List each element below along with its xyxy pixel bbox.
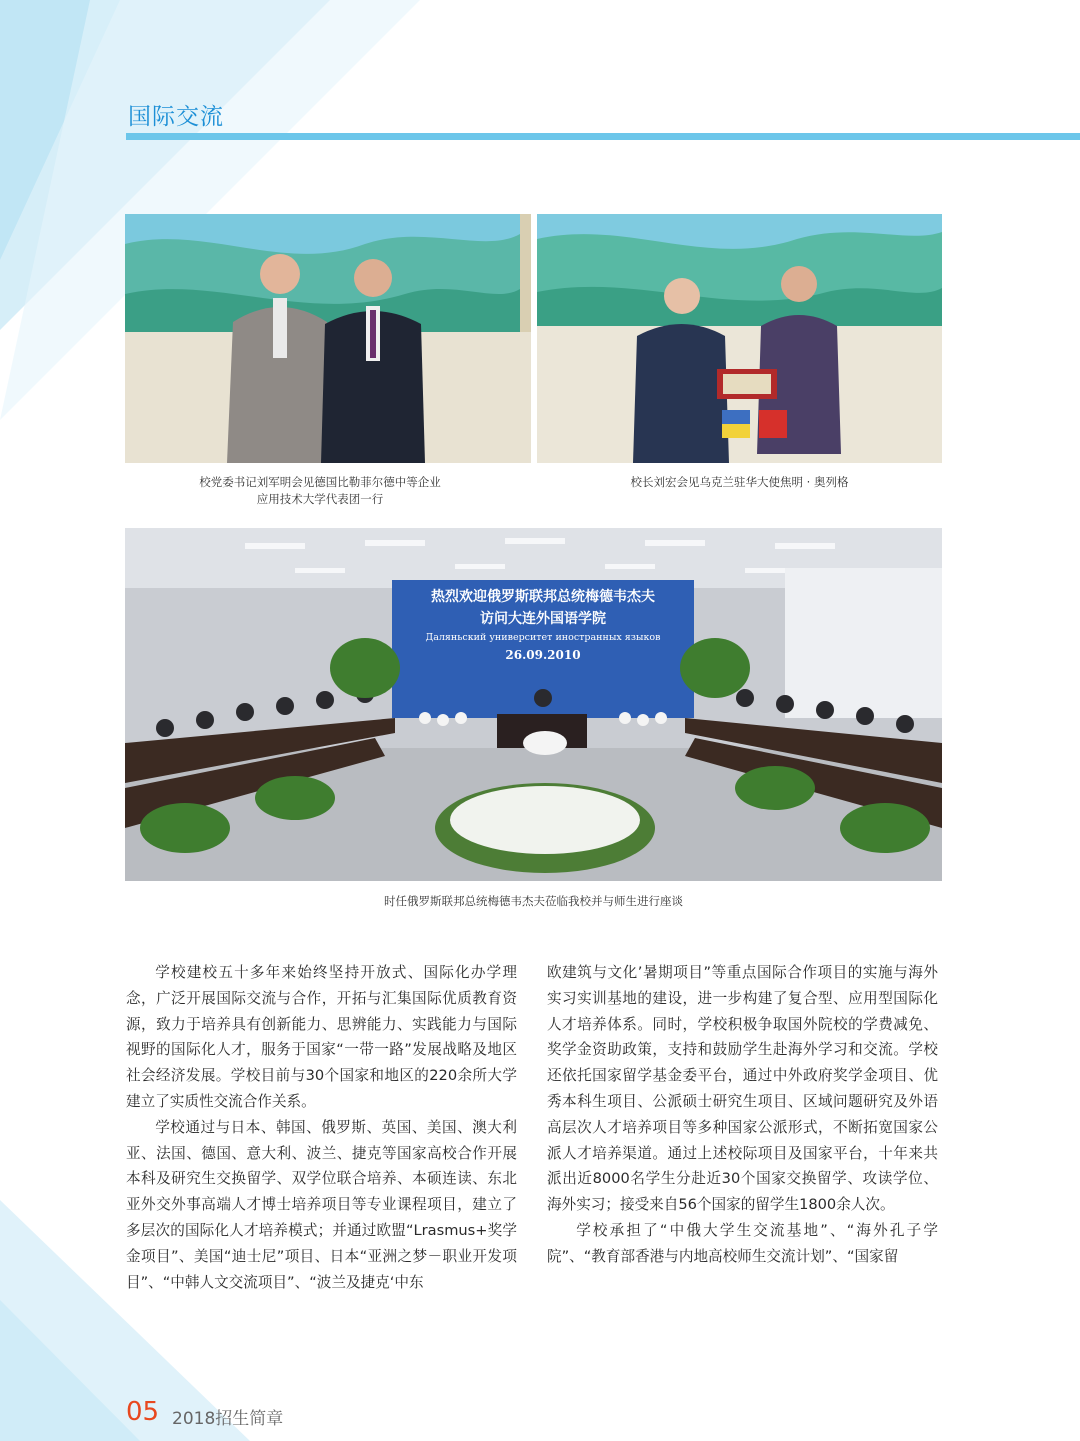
paragraph: 学校建校五十多年来始终坚持开放式、国际化办学理念，广泛开展国际交流与合作，开拓与汇集国际优质教育资源，致力于培养具有创新能力、思辨能力、实践能力与国际视野的国际化人才，服务于国家“一带一路”发展战略及地区社会经济发展。学校目前与30个国家和地区的220余所大学建立了实质性交流合作关系。 xyxy=(126,964,517,1110)
banner-line-2: 访问大连外国语学院 xyxy=(480,611,606,627)
photo-caption-top-right: 校长刘宏会见乌克兰驻华大使焦明 · 奥列格 xyxy=(630,475,849,489)
photo-presidential-visit xyxy=(125,528,942,881)
footer-title: 2018招生简章 xyxy=(172,1409,284,1429)
body-column-left xyxy=(126,960,517,1295)
banner-text xyxy=(392,586,694,664)
banner-line-1: 热烈欢迎俄罗斯联邦总统梅德韦杰夫 xyxy=(431,589,655,605)
page-number: 05 xyxy=(126,1397,160,1427)
caption-line-2: 应用技术大学代表团一行 xyxy=(256,492,384,506)
photo-delegation-meeting xyxy=(125,214,531,463)
paragraph: 学校通过与日本、韩国、俄罗斯、英国、美国、澳大利亚、法国、德国、意大利、波兰、捷克等国家高校合作开展本科及研究生交换留学、双学位联合培养、本硕连读、东北亚外交外事高端人才博士培养项目等专业课程项目，建立了多层次的国际化人才培养模式；并通过欧盟“Lrasmus+奖学金项目”、美国“迪士尼”项目、日本“亚洲之梦－职业开发项目”、“中韩人文交流项目”、“波兰及捷克‘中东 xyxy=(126,1118,517,1291)
photo-caption-top-left xyxy=(125,474,515,508)
section-title: 国际交流 xyxy=(128,104,224,130)
photo-caption-bottom: 时任俄罗斯联邦总统梅德韦杰夫莅临我校并与师生进行座谈 xyxy=(384,894,683,908)
photo-ambassador-meeting xyxy=(537,214,942,463)
banner-line-3: Даляньский университет иностранных языков xyxy=(425,632,661,643)
body-column-right xyxy=(547,960,938,1270)
paragraph: 学校承担了“中俄大学生交流基地”、“海外孔子学院”、“教育部香港与内地高校师生交流计划”、“国家留 xyxy=(547,1221,938,1265)
caption-line-1: 校党委书记刘军明会见德国比勒菲尔德中等企业 xyxy=(199,475,441,489)
header-bar xyxy=(126,133,1080,140)
paragraph: 欧建筑与文化’暑期项目”等重点国际合作项目的实施与海外实习实训基地的建设，进一步构建了复合型、应用型国际化人才培养体系。同时，学校积极争取国外院校的学费减免、奖学金资助政策，支持和鼓励学生赴海外学习和交流。学校还依托国家留学基金委平台，通过中外政府奖学金项目、优秀本科生项目、公派硕士研究生项目、区域问题研究及外语高层次人才培养项目等多种国家公派形式，不断拓宽国家公派人才培养渠道。通过上述校际项目及国家平台，十年来共派出近8000名学生分赴近30个国家交换留学、攻读学位、海外实习；接受来自56个国家的留学生1800余人次。 xyxy=(547,964,938,1214)
banner-line-4: 26.09.2010 xyxy=(505,648,581,662)
